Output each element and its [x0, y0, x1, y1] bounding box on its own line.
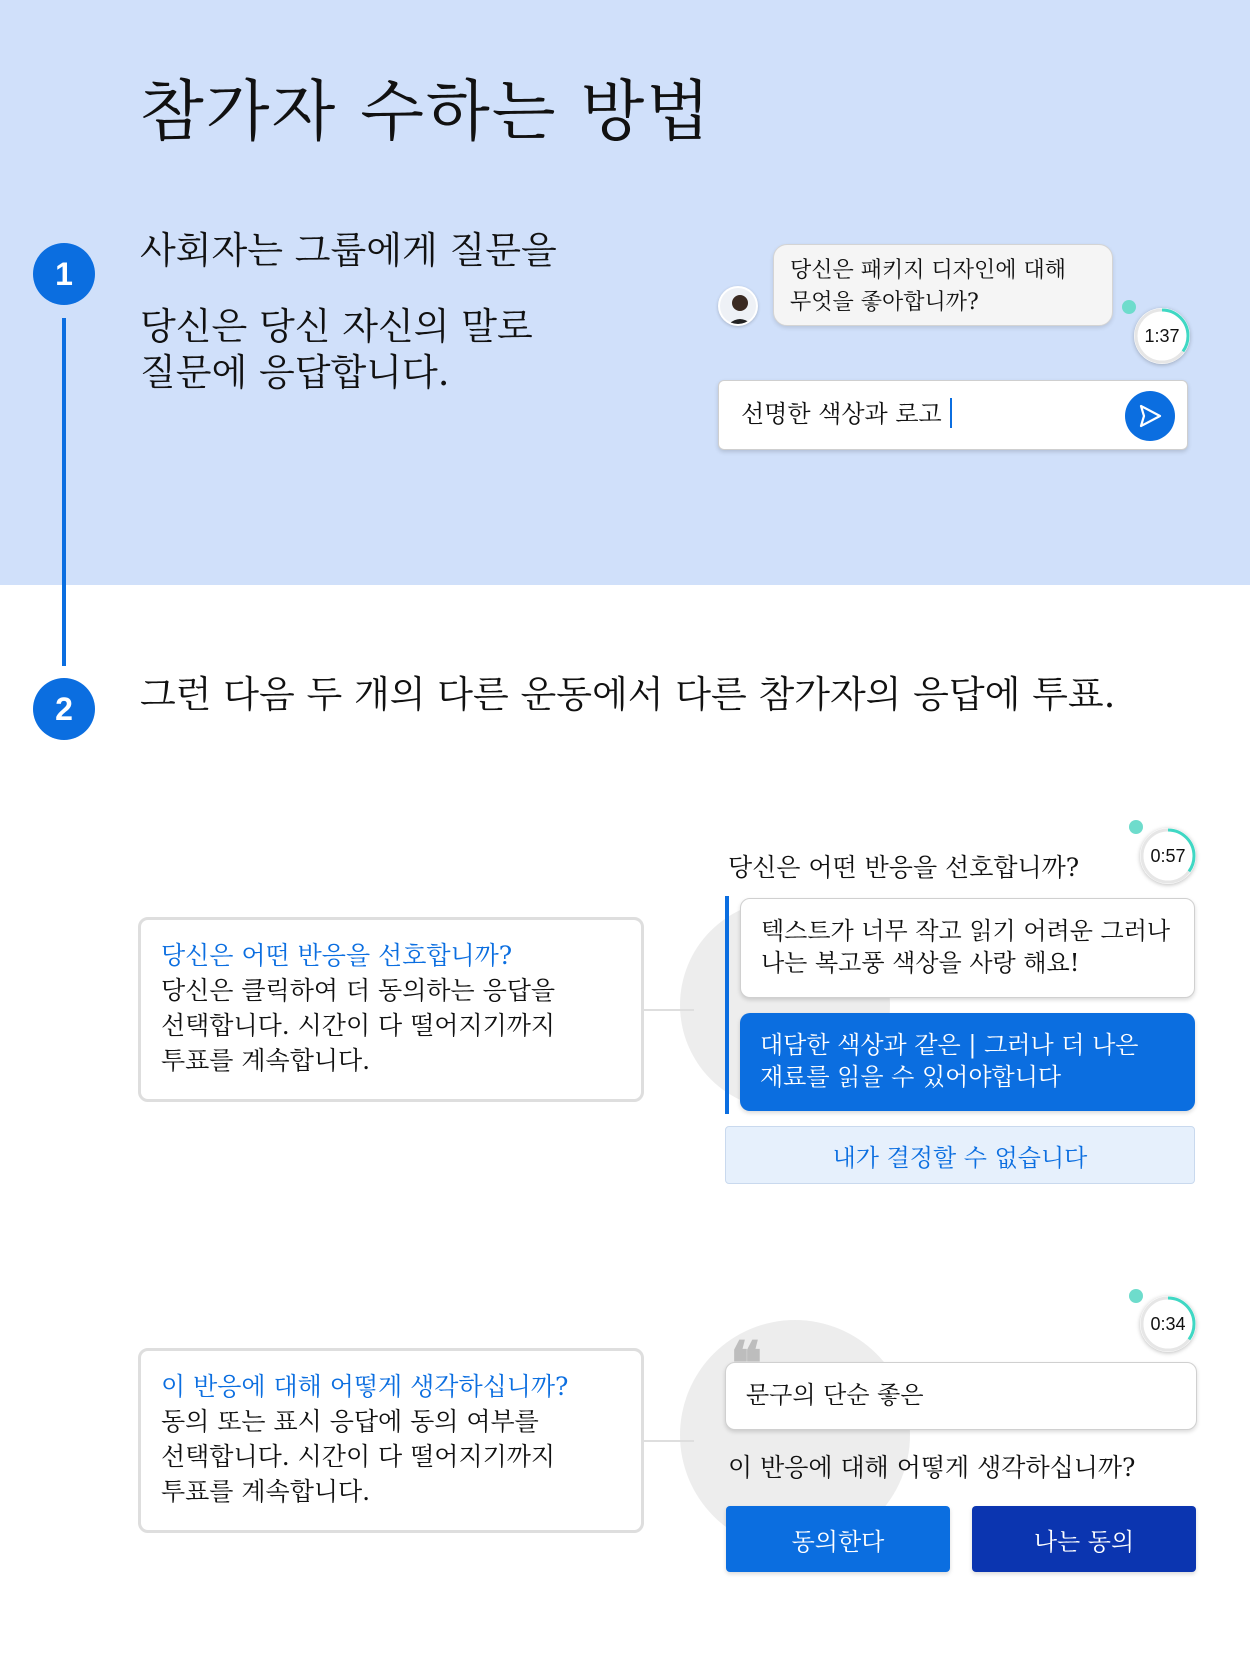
explain-card-2: [138, 1348, 644, 1533]
explain-card-1: [138, 917, 644, 1102]
option-2-line-1: 대담한 색상과 같은 | 그러나 더 나은: [760, 1031, 1139, 1059]
response-text: 문구의 단순 좋은: [746, 1381, 924, 1409]
explain-2-line-1: 동의 또는 표시 응답에 동의 여부를: [161, 1407, 539, 1436]
text-caret: [950, 398, 952, 428]
response-input-value: 선명한 색상과 로고: [741, 400, 942, 428]
step-1-badge: 1: [33, 243, 95, 305]
response-card: [725, 1362, 1197, 1430]
response-option-2[interactable]: [740, 1013, 1195, 1111]
cant-decide-button[interactable]: 내가 결정할 수 없습니다: [725, 1126, 1195, 1184]
send-icon: [1137, 403, 1163, 429]
selection-bar: [725, 896, 729, 1114]
option-1-line-2: 나는 복고풍 색상을 사랑 해요!: [761, 949, 1080, 977]
step-2-badge: 2: [33, 678, 95, 740]
explain-1-line-3: 투표를 계속합니다.: [161, 1046, 371, 1075]
step-1-text: [140, 228, 557, 396]
user-avatar-icon: [718, 286, 758, 326]
vote-question: 이 반응에 대해 어떻게 생각하십니까?: [728, 1453, 1136, 1482]
agree-button[interactable]: 동의한다: [726, 1506, 950, 1572]
send-button[interactable]: [1125, 391, 1175, 441]
explain-2-highlight: 이 반응에 대해 어떻게 생각하십니까?: [161, 1372, 569, 1401]
response-input[interactable]: [718, 380, 1188, 450]
step-2-text: 그런 다음 두 개의 다른 운동에서 다른 참가자의 응답에 투표.: [140, 673, 1116, 716]
explain-1-line-2: 선택합니다. 시간이 다 떨어지기까지: [161, 1011, 556, 1040]
connector-line: [644, 1009, 694, 1011]
explain-1-line-1: 당신은 클릭하여 더 동의하는 응답을: [161, 976, 556, 1005]
countdown-timer: [1134, 308, 1190, 364]
question-bubble: [773, 244, 1113, 326]
countdown-timer: [1140, 828, 1196, 884]
step-connector-line: [62, 318, 66, 666]
step-1-line-2: 당신은 당신 자신의 말로: [140, 305, 533, 348]
option-1-line-1: 텍스트가 너무 작고 읽기 어려운 그러나: [761, 917, 1171, 945]
option-2-line-2: 재료를 읽을 수 있어야합니다: [760, 1063, 1062, 1091]
disagree-button[interactable]: 나는 동의: [972, 1506, 1196, 1572]
response-option-1[interactable]: [740, 898, 1195, 998]
page-title: 참가자 수하는 방법: [140, 73, 713, 150]
vote-question: 당신은 어떤 반응을 선호합니까?: [728, 853, 1080, 882]
step-1-line-1: 사회자는 그룹에게 질문을: [140, 229, 557, 272]
question-line-2: 무엇을 좋아합니까?: [790, 290, 979, 315]
timer-text: 0:57: [1150, 845, 1186, 866]
timer-text: 0:34: [1150, 1313, 1186, 1334]
explain-2-line-2: 선택합니다. 시간이 다 떨어지기까지: [161, 1442, 556, 1471]
connector-line: [644, 1440, 694, 1442]
explain-1-highlight: 당신은 어떤 반응을 선호합니까?: [161, 941, 513, 970]
timer-text: 1:37: [1144, 325, 1180, 346]
countdown-timer: [1140, 1296, 1196, 1352]
quote-icon: ❝: [730, 1329, 763, 1399]
step-1-line-3: 질문에 응답합니다.: [140, 351, 450, 394]
question-line-1: 당신은 패키지 디자인에 대해: [790, 258, 1067, 283]
explain-2-line-3: 투표를 계속합니다.: [161, 1477, 371, 1506]
